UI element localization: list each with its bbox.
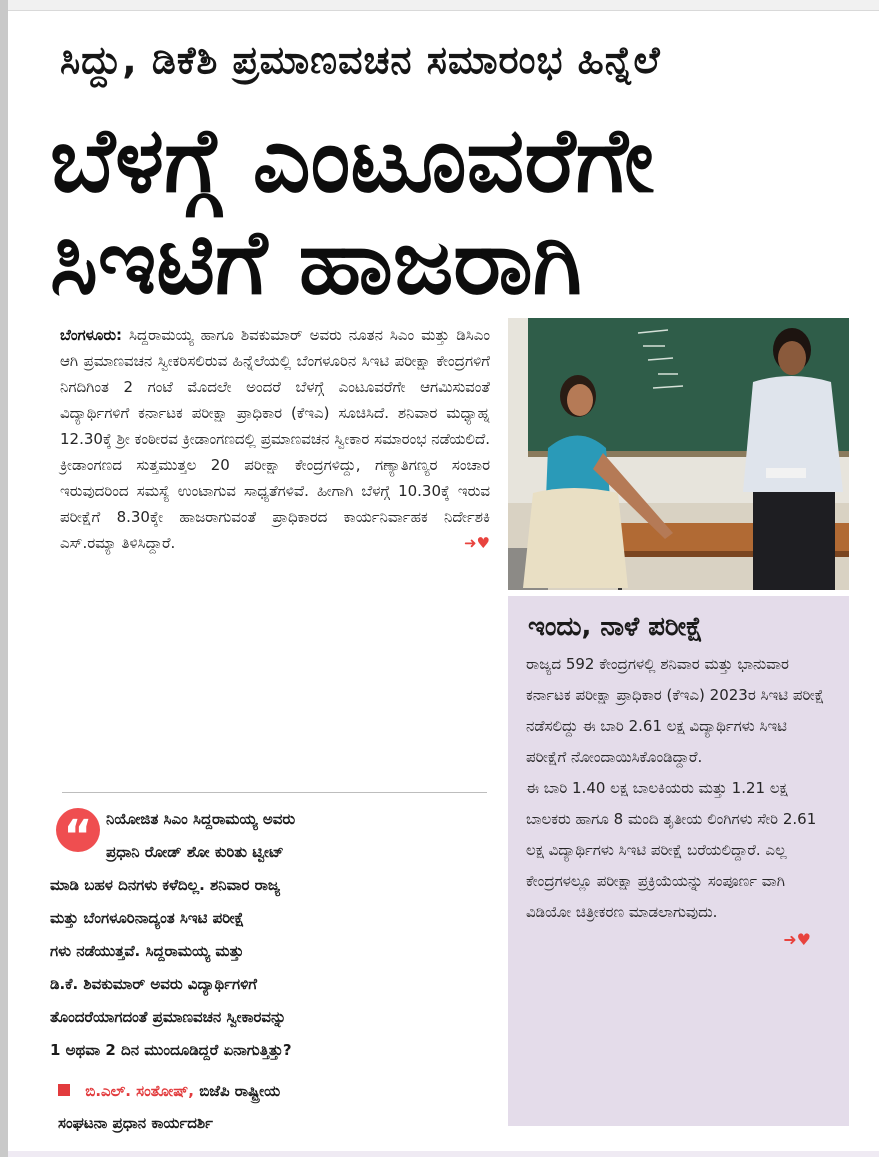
box-title: ಇಂದು, ನಾಳೆ ಪರೀಕ್ಷೆ — [528, 612, 703, 642]
body-text: ಸಿದ್ದರಾಮಯ್ಯ ಹಾಗೂ ಶಿವಕುಮಾರ್ ಅವರು ನೂತನ ಸಿಎಂ ಮತ್ತು ಡಿಸಿಎಂ ಆಗಿ ಪ್ರಮಾಣವಚನ ಸ್ವೀಕರಿಸಲಿರುವ ಹಿನ್ನೆಲೆಯಲ್ಲಿ ಬೆಂಗಳೂರಿನ ಸಿಇಟಿ ಪರೀಕ್ಷಾ ಕೇಂದ್ರಗಳಿಗೆ ನಿಗದಿಗಿಂತ 2 ಗಂಟೆ ಮೊದಲೇ ಅಂದರೆ ಬೆಳಗ್ಗೆ ಎಂಟೂವರೆಗೇ ಆಗಮಿಸುವಂತೆ ವಿದ್ಯಾರ್ಥಿಗಳಿಗೆ ಕರ್ನಾಟಕ ಪರೀಕ್ಷಾ ಪ್ರಾಧಿಕಾರ (ಕೆಇಎ) ಸೂಚಿಸಿದೆ. ಶನಿವಾರ ಮಧ್ಯಾಹ್ನ 12.30ಕ್ಕೆ ಶ್ರೀ ಕಂಠೀರವ ಕ್ರೀಡಾಂಗಣದಲ್ಲಿ ಪ್ರಮಾಣವಚನ ಸ್ವೀಕಾರ ಸಮಾರಂಭ ನಡೆಯಲಿದೆ. ಕ್ರೀಡಾಂಗಣದ ಸುತ್ತಮುತ್ತಲ 20 ಪರೀಕ್ಷಾ ಕೇಂದ್ರಗಳಿದ್ದು, ಗಣ್ಯಾತಿಗಣ್ಯರ ಸಂಚಾರ ಇರುವುದರಿಂದ ಸಮಸ್ಯೆ ಉಂಟಾಗುವ ಸಾಧ್ಯತೆಗಳಿವೆ. ಹೀಗಾಗಿ ಬೆಳಗ್ಗೆ 10.30ಕ್ಕೆ ಇರುವ ಪರೀಕ್ಷೆಗೆ 8.30ಕ್ಕೇ ಹಾಜರಾಗುವಂತೆ ಪ್ರಾಧಿಕಾರದ ಕಾರ್ಯನಿರ್ವಾಹಕ ನಿರ್ದೇಶಕಿ ಎಸ್.ರಮ್ಯಾ ತಿಳಿಸಿದ್ದಾರೆ. — [60, 326, 490, 552]
exam-hall-photo — [508, 318, 849, 590]
quote-line: ನಿಯೋಜಿತ ಸಿಎಂ ಸಿದ್ದರಾಮಯ್ಯ ಅವರು — [106, 810, 296, 828]
quote-line: 1 ಅಥವಾ 2 ದಿನ ಮುಂದೂಡಿದ್ದರೆ ಏನಾಗುತ್ತಿತ್ತು? — [50, 1041, 292, 1059]
section-divider — [62, 792, 487, 793]
page-edge — [0, 0, 8, 1157]
pull-quote — [50, 803, 480, 1067]
photo-illustration — [508, 318, 849, 590]
article-body — [60, 322, 490, 556]
quote-attribution — [58, 1075, 478, 1139]
headline-line-2: ಸಿಇಟಿಗೆ ಹಾಜರಾಗಿ — [50, 210, 582, 315]
quote-line: ಗಳು ನಡೆಯುತ್ತವೆ. ಸಿದ್ದರಾಮಯ್ಯ ಮತ್ತು — [50, 942, 244, 960]
dateline: ಬೆಂಗಳೂರು: — [60, 326, 123, 344]
quote-author: ಬಿ.ಎಲ್. ಸಂತೋಷ್, — [85, 1082, 194, 1100]
box-para-2: ಈ ಬಾರಿ 1.40 ಲಕ್ಷ ಬಾಲಕಿಯರು ಮತ್ತು 1.21 ಲಕ್ಷ ಬಾಲಕರು ಹಾಗೂ 8 ಮಂದಿ ತೃತೀಯ ಲಿಂಗಿಗಳು ಸೇರಿ 2.61 ಲಕ್ಷ ವಿದ್ಯಾರ್ಥಿಗಳು ಸಿಇಟಿ ಪರೀಕ್ಷೆ ಬರೆಯಲಿದ್ದಾರೆ. ಎಲ್ಲ ಕೇಂದ್ರಗಳಲ್ಲೂ ಪರೀಕ್ಷಾ ಪ್ರಕ್ರಿಯೆಯನ್ನು ಸಂಪೂರ್ಣ ವಾಗಿ ವಿಡಿಯೋ ಚಿತ್ರೀಕರಣ ಮಾಡಲಾಗುವುದು. — [526, 779, 817, 921]
article-headline — [50, 110, 850, 314]
continue-arrow-icon: ➜♥ — [783, 930, 811, 949]
quote-line: ತೊಂದರೆಯಾಗದಂತೆ ಪ್ರಮಾಣವಚನ ಸ್ವೀಕಾರವನ್ನು — [50, 1008, 287, 1026]
exam-info-box — [508, 596, 849, 1126]
headline-line-1: ಬೆಳಗ್ಗೆ ಎಂಟೂವರೆಗೇ — [50, 108, 654, 213]
quote-mark-icon: “ — [56, 808, 100, 852]
quote-author-role-1: ಬಿಜೆಪಿ ರಾಷ್ಟ್ರೀಯ — [199, 1082, 281, 1100]
page-bottom-strip — [8, 1151, 879, 1157]
article-kicker: ಸಿದ್ದು, ಡಿಕೆಶಿ ಪ್ರಮಾಣವಚನ ಸಮಾರಂಭ ಹಿನ್ನೆಲೆ — [60, 38, 661, 82]
quote-line: ಮಾಡಿ ಬಹಳ ದಿನಗಳು ಕಳೆದಿಲ್ಲ. ಶನಿವಾರ ರಾಜ್ಯ — [50, 876, 281, 894]
quote-line: ಡಿ.ಕೆ. ಶಿವಕುಮಾರ್ ಅವರು ವಿದ್ಯಾರ್ಥಿಗಳಿಗೆ — [50, 975, 258, 993]
quote-line: ಪ್ರಧಾನಿ ರೋಡ್ ಶೋ ಕುರಿತು ಟ್ವೀಟ್ — [106, 843, 284, 861]
page-top-rule — [8, 0, 879, 11]
quote-author-role-2: ಸಂಘಟನಾ ಪ್ರಧಾನ ಕಾರ್ಯದರ್ಶಿ — [58, 1114, 213, 1132]
box-para-1: ರಾಜ್ಯದ 592 ಕೇಂದ್ರಗಳಲ್ಲಿ ಶನಿವಾರ ಮತ್ತು ಭಾನುವಾರ ಕರ್ನಾಟಕ ಪರೀಕ್ಷಾ ಪ್ರಾಧಿಕಾರ (ಕೆಇಎ) 2023ರ ಸಿಇಟಿ ಪರೀಕ್ಷೆ ನಡೆಸಲಿದ್ದು ಈ ಬಾರಿ 2.61 ಲಕ್ಷ ವಿದ್ಯಾರ್ಥಿಗಳು ಸಿಇಟಿ ಪರೀಕ್ಷೆಗೆ ನೋಂದಾಯಿಸಿಕೊಂಡಿದ್ದಾರೆ. — [526, 655, 825, 766]
continue-arrow-icon: ➜♥ — [463, 534, 490, 552]
quote-line: ಮತ್ತು ಬೆಂಗಳೂರಿನಾದ್ಯಂತ ಸಿಇಟಿ ಪರೀಕ್ಷೆ — [50, 909, 245, 927]
bullet-square-icon — [58, 1084, 70, 1096]
